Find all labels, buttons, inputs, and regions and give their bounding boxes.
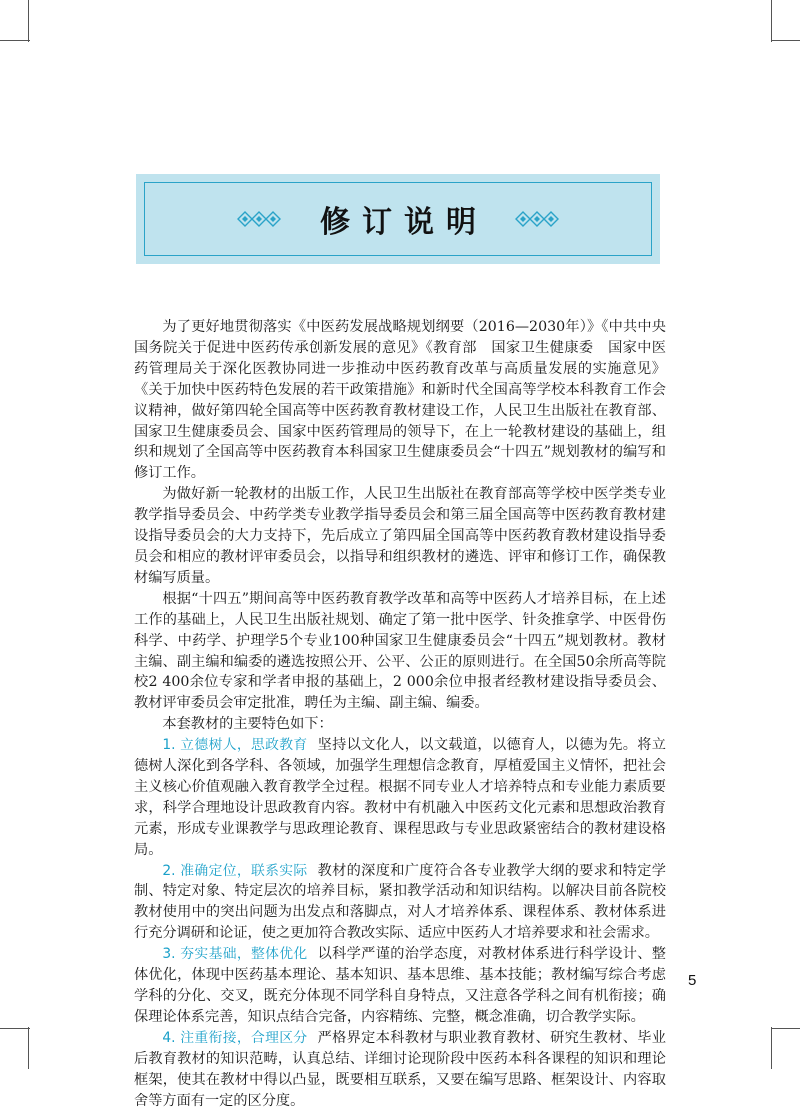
paragraph: 根据“十四五”期间高等中医药教育教学改革和高等中医药人才培养目标，在上述工作的基础上，人民卫生出版社规划、确定了第一批中医学、针灸推拿学、中医骨伤科学、中药学、护理学5个专业100种国家卫生健康委员会“十四五”规划教材。教材主编、副主编和编委的遴选按照公开、公平、公正的原则进行。在全国50余所高等院校2 400余位专家和学者申报的基础上，2 000余位申报者经教材建设指导委员会、教材评审委员会审定批准，聘任为主编、副主编、编委。 [134, 590, 666, 712]
feature-heading: 2. 准确定位，联系实际 [162, 862, 308, 879]
feature-heading: 1. 立德树人，思政教育 [162, 737, 308, 754]
page-title: 修订说明 [320, 205, 488, 240]
feature-item [134, 861, 666, 945]
crop-mark-top-left-horizontal [0, 40, 30, 41]
crop-mark-top-right-horizontal [771, 40, 800, 41]
feature-heading: 3. 夯实基础，整体优化 [162, 946, 308, 963]
crop-mark-bottom-left-vertical [28, 1027, 29, 1069]
paragraph: 为做好新一轮教材的出版工作，人民卫生出版社在教育部高等学校中医学类专业教学指导委员会、中药学类专业教学指导委员会和第三届全国高等中医药教育教材建设指导委员会的大力支持下，先后成立了第四届全国高等中医药教育教材建设指导委员会和相应的教材评审委员会，以指导和组织教材的遴选、评审和修订工作，确保教材编写质量。 [134, 486, 666, 586]
title-banner [136, 174, 660, 264]
page-number: 5 [688, 972, 697, 989]
crop-mark-bottom-right-horizontal [771, 1028, 800, 1029]
feature-text: 教材的深度和广度符合各专业教学大纲的要求和特定学制、特定对象、特定层次的培养目标，紧扣教学活动和知识结构。以解决目前各院校教材使用中的突出问题为出发点和落脚点，对人才培养体系、课程体系、教材体系进行充分调研和论证，使之更加符合教改实际、适应中医药人才培养要求和社会需求。 [134, 862, 666, 942]
body-text [134, 317, 666, 1111]
feature-text: 以科学严谨的治学态度，对教材体系进行科学设计、整体优化，体现中医药基本理论、基本知识、基本思维、基本技能；教材编写综合考虑学科的分化、交叉，既充分体现不同学科自身特点，又注意各学科之间有机衔接；确保理论体系完善，知识点结合完备，内容精练、完整，概念准确，切合教学实际。 [134, 946, 666, 1025]
crop-mark-top-left-vertical [28, 0, 29, 42]
feature-item [134, 944, 666, 1028]
paragraph: 本套教材的主要特色如下： [162, 716, 333, 733]
title-banner-frame [144, 182, 652, 256]
diamond-ornament-icon [514, 210, 560, 228]
diamond-ornament-icon [236, 210, 282, 228]
feature-item [134, 1028, 666, 1111]
crop-mark-bottom-right-vertical [771, 1027, 772, 1069]
feature-text: 严格界定本科教材与职业教育教材、研究生教材、毕业后教育教材的知识范畴，认真总结、详细讨论现阶段中医药本科各课程的知识和理论框架，使其在教材中得以凸显，既要相互联系，又要在编写思路、框架设计、内容取舍等方面有一定的区分度。 [134, 1029, 666, 1109]
crop-mark-bottom-left-horizontal [0, 1028, 30, 1029]
feature-item [134, 735, 666, 860]
crop-mark-top-right-vertical [771, 0, 772, 42]
feature-heading: 4. 注重衔接，合理区分 [162, 1029, 308, 1046]
paragraph: 为了更好地贯彻落实《中医药发展战略规划纲要（2016—2030年）》《中共中央国务院关于促进中医药传承创新发展的意见》《教育部 国家卫生健康委 国家中医药管理局关于深化医教协同进一步推动中医药教育改革与高质量发展的实施意见》《关于加快中医药特色发展的若干政策措施》和新时代全国高等学校本科教育工作会议精神，做好第四轮全国高等中医药教育教材建设工作，人民卫生出版社在教育部、国家卫生健康委员会、国家中医药管理局的领导下，在上一轮教材建设的基础上，组织和规划了全国高等中医药教育本科国家卫生健康委员会“十四五”规划教材的编写和修订工作。 [134, 319, 666, 482]
feature-text: 坚持以文化人，以文载道，以德育人，以德为先。将立德树人深化到各学科、各领域，加强学生理想信念教育，厚植爱国主义情怀，把社会主义核心价值观融入教育教学全过程。根据不同专业人才培养特点和专业能力素质要求，科学合理地设计思政教育内容。教材中有机融入中医药文化元素和思想政治教育元素，形成专业课教学与思政理论教育、课程思政与专业思政紧密结合的教材建设格局。 [134, 737, 666, 858]
